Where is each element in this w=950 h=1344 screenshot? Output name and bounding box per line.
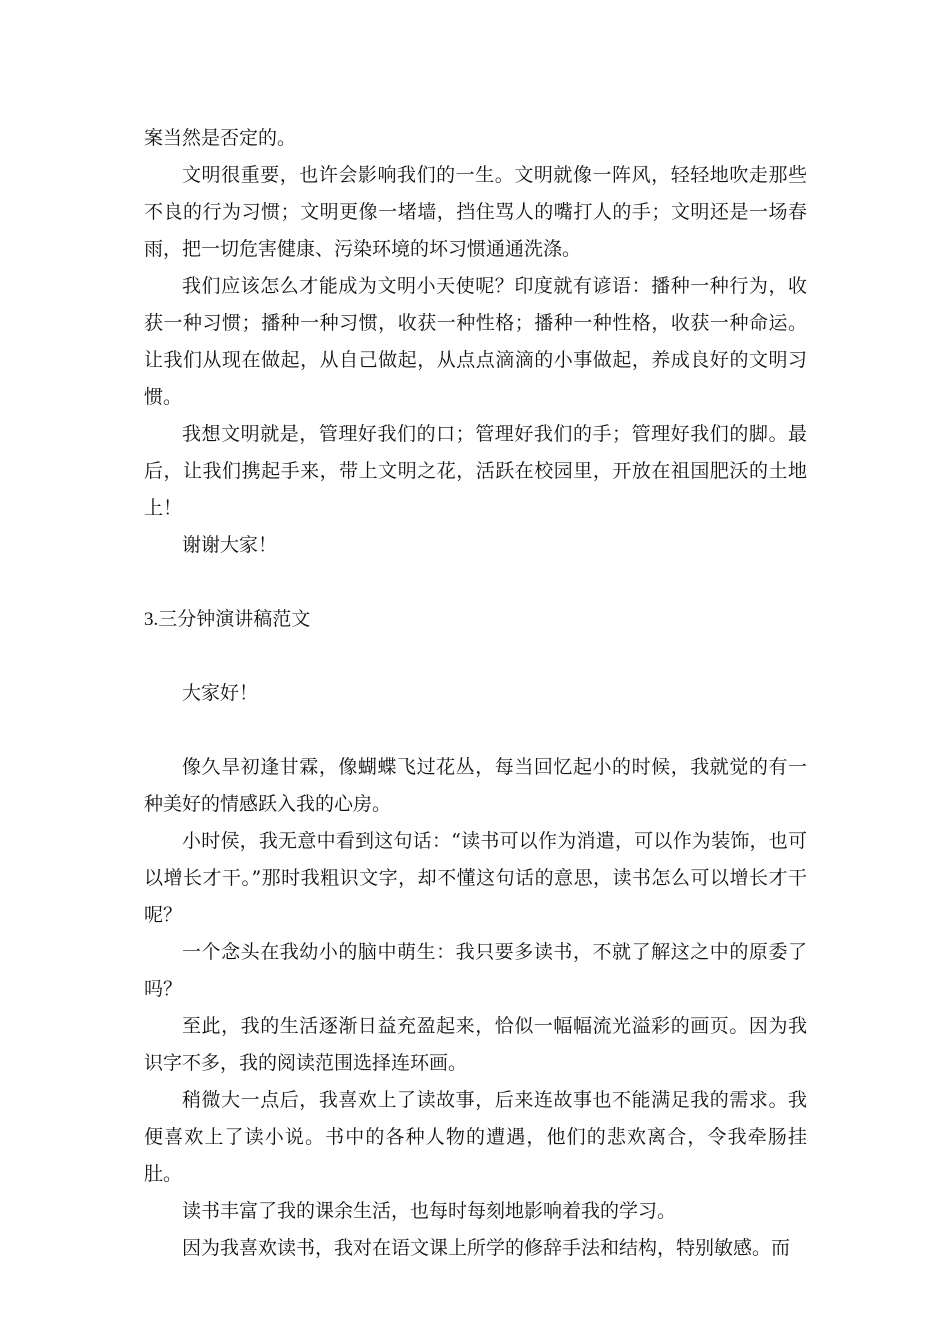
greeting: 大家好！ <box>182 682 259 704</box>
spacer <box>144 712 807 749</box>
paragraph: 稍微大一点后，我喜欢上了读故事，后来连故事也不能满足我的需求。我便喜欢上了读小说。书中的各种人物的遭遇，他们的悲欢离合，令我牵肠挂肚。 <box>144 1089 807 1185</box>
paragraph: 至此，我的生活逐渐日益充盈起来，恰似一幅幅流光溢彩的画页。因为我识字不多，我的阅读范围选择连环画。 <box>144 1015 807 1074</box>
document-body <box>144 120 807 1267</box>
paragraph: 一个念头在我幼小的脑中萌生：我只要多读书，不就了解这之中的原委了吗？ <box>144 941 807 1000</box>
paragraph: 谢谢大家！ <box>182 534 278 556</box>
paragraph: 案当然是否定的。 <box>144 127 297 149</box>
paragraph: 像久旱初逢甘霖，像蝴蝶飞过花丛，每当回忆起小的时候，我就觉的有一种美好的情感跃入我的心房。 <box>144 756 807 815</box>
paragraph: 我想文明就是，管理好我们的口；管理好我们的手；管理好我们的脚。最后，让我们携起手来，带上文明之花，活跃在校园里，开放在祖国肥沃的土地上！ <box>144 423 807 519</box>
paragraph: 读书丰富了我的课余生活，也每时每刻地影响着我的学习。 <box>182 1200 677 1222</box>
paragraph: 因为我喜欢读书，我对在语文课上所学的修辞手法和结构，特别敏感。而 <box>182 1237 791 1259</box>
paragraph: 小时侯，我无意中看到这句话：“读书可以作为消遣，可以作为装饰，也可以增长才干。”那时我粗识文字，却不懂这句话的意思，读书怎么可以增长才干呢？ <box>144 830 807 926</box>
paragraph: 我们应该怎么才能成为文明小天使呢？印度就有谚语：播种一种行为，收获一种习惯；播种一种习惯，收获一种性格；播种一种性格，收获一种命运。让我们从现在做起，从自己做起，从点点滴滴的小事做起，养成良好的文明习惯。 <box>144 275 807 408</box>
section-heading: 3.三分钟演讲稿范文 <box>144 609 311 630</box>
spacer <box>144 564 807 601</box>
spacer <box>144 638 807 675</box>
paragraph: 文明很重要，也许会影响我们的一生。文明就像一阵风，轻轻地吹走那些不良的行为习惯；文明更像一堵墙，挡住骂人的嘴打人的手；文明还是一场春雨，把一切危害健康、污染环境的坏习惯通通洗涤。 <box>144 164 807 260</box>
